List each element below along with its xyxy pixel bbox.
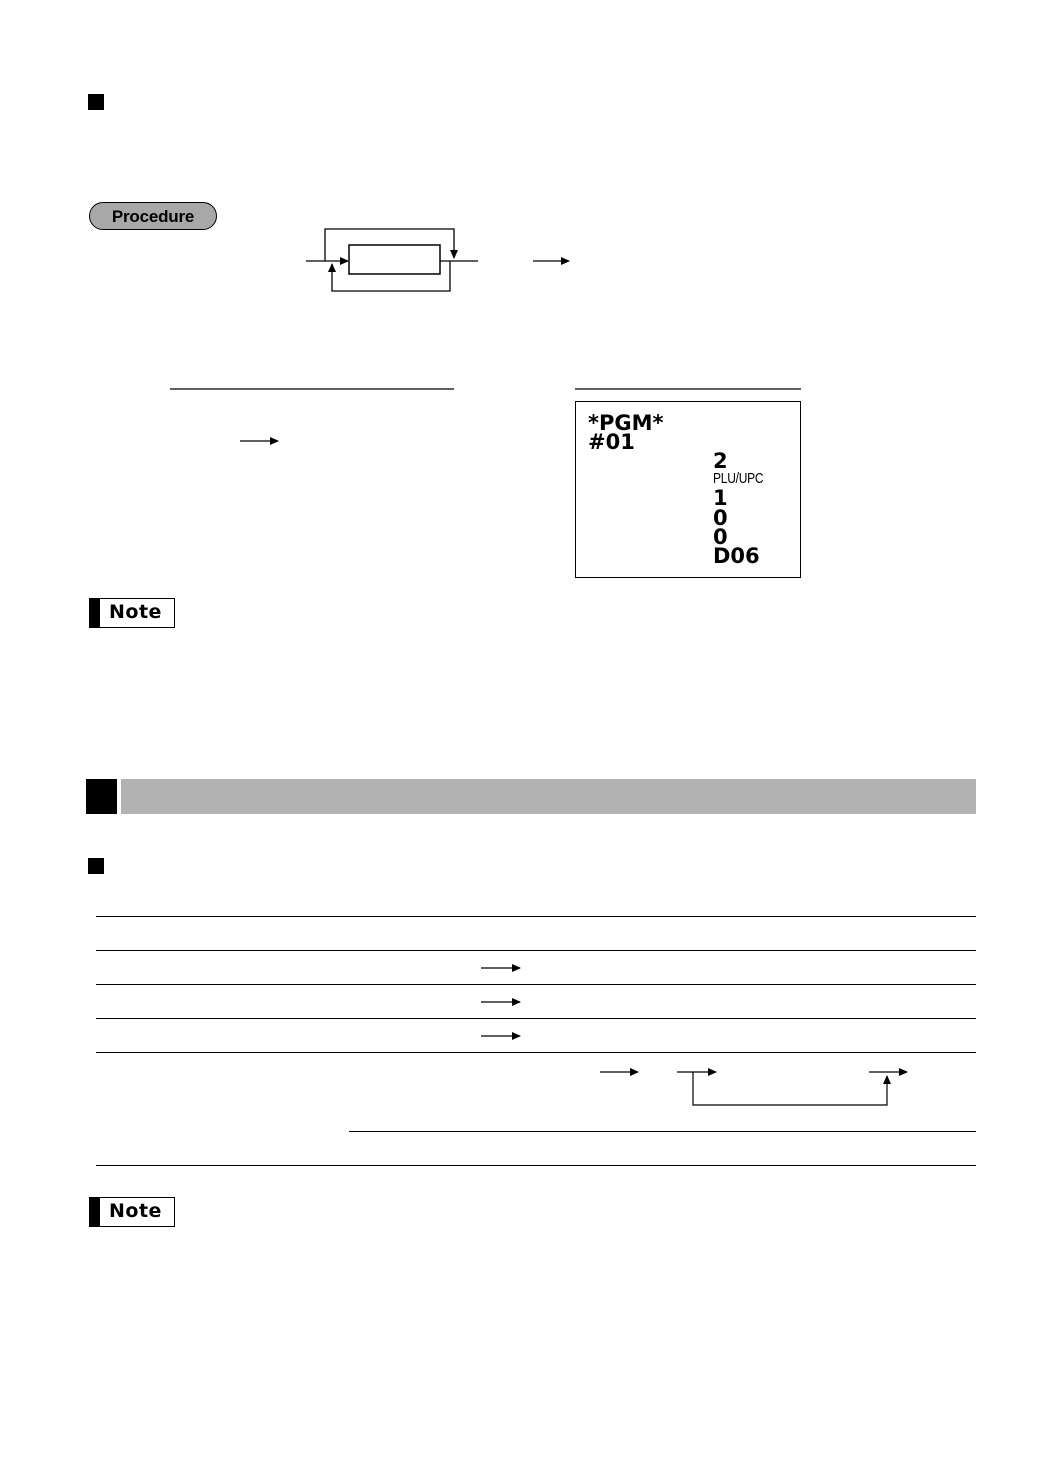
note-tag (89, 1197, 175, 1227)
receipt-line-pgm: *PGM* (588, 411, 664, 435)
table-row-rule (96, 984, 976, 985)
note-tag (89, 598, 175, 628)
note-label: Note (109, 601, 162, 623)
table-row-rule (96, 1018, 976, 1019)
receipt-line-dept: D06 (713, 544, 760, 568)
receipt-line-value: 2 (713, 449, 728, 473)
receipt-line-plu-upc: PLU/UPC (713, 470, 764, 487)
receipt-print (575, 401, 801, 578)
section-bullet-2 (88, 858, 104, 874)
table-bottom-rule (96, 1165, 976, 1166)
table-bypass-loop (693, 1072, 887, 1105)
note-bar (90, 1198, 100, 1226)
procedure-label: Procedure (89, 202, 217, 230)
section-number-block (86, 779, 117, 814)
table-row-rule (96, 1052, 976, 1053)
note-label: Note (109, 1200, 162, 1222)
receipt-line-value: 1 (713, 486, 728, 510)
note-bar (90, 599, 100, 627)
table-sub-rule (349, 1131, 976, 1132)
receipt-line-number: #01 (588, 430, 635, 454)
section-header-bar (121, 779, 976, 814)
receipt-line-value: 0 (713, 506, 728, 530)
table-row-rule (96, 950, 976, 951)
key-box (349, 245, 440, 274)
table-top-rule (96, 916, 976, 917)
receipt-line-value: 0 (713, 525, 728, 549)
